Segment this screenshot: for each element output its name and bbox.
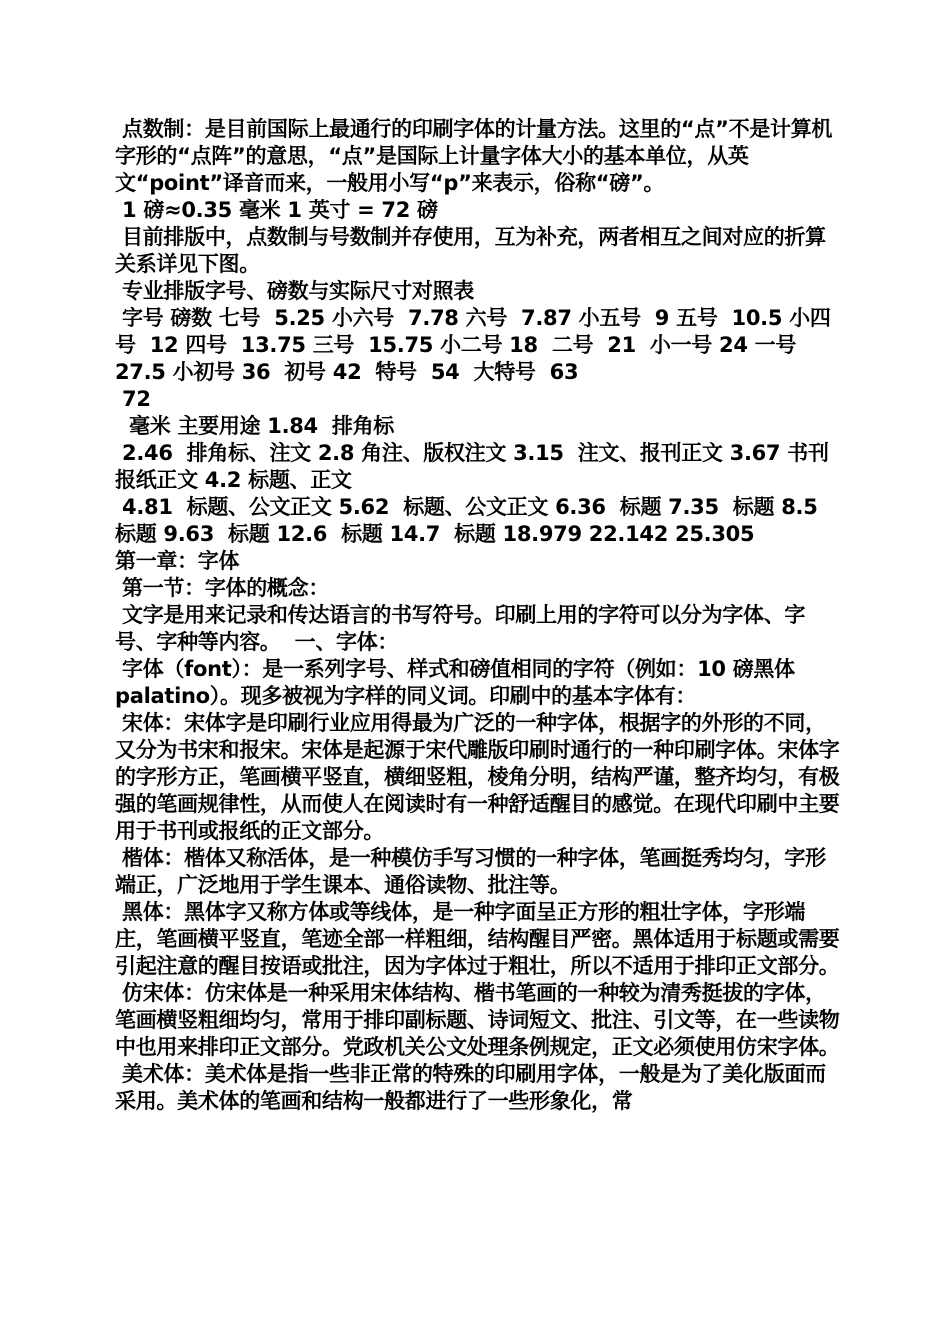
paragraph-songti: 宋体：宋体字是印刷行业应用得最为广泛的一种字体，根据字的外形的不同，又分为书宋和报宋。宋体是起源于宋代雕版印刷时通行的一种印刷字体。宋体字的字形方正，笔画横平竖直，横细竖粗，棱角分明，结构严谨，整齐均匀，有极强的笔画规律性，从而使人在阅读时有一种舒适醒目的感觉。在现代印刷中主要用于书刊或报纸的正文部分。	[115, 711, 840, 843]
size-table-row-sizes: 字号 磅数 七号 5.25 小六号 7.78 六号 7.87 小五号 9 五号 10.5 小四号 12 四号 13.75 三号 15.75 小二号 18 二号 21 小一号 24 一号 27.5 小初号 36 初号 42 特号 54 大特号 63	[115, 306, 831, 384]
table-caption: 专业排版字号、磅数与实际尺寸对照表	[115, 279, 474, 303]
section-title: 第一节：字体的概念：	[115, 576, 330, 600]
chapter-title: 第一章：字体	[115, 549, 240, 573]
paragraph-kaiti: 楷体：楷体又称活体，是一种模仿手写习惯的一种字体，笔画挺秀均匀，字形端正，广泛地用于学生课本、通俗读物、批注等。	[115, 846, 826, 897]
document-body	[115, 116, 840, 1115]
paragraph-point-system: 点数制：是目前国际上最通行的印刷字体的计量方法。这里的“点”不是计算机字形的“点阵”的意思，“点”是国际上计量字体大小的基本单位，从英文“point”译音而来，一般用小写“p”来表示，俗称“磅”。	[115, 117, 833, 195]
paragraph-font-definition: 字体（font）：是一系列字号、样式和磅值相同的字符（例如：10 磅黑体 palatino）。现多被视为字样的同义词。印刷中的基本字体有：	[115, 657, 802, 708]
paragraph-coexistence: 目前排版中，点数制与号数制并存使用，互为补充，两者相互之间对应的折算关系详见下图。	[115, 225, 826, 276]
size-table-row-72: 72	[115, 387, 151, 411]
size-table-row-uses-1: 2.46 排角标、注文 2.8 角注、版权注文 3.15 注文、报刊正文 3.67 书刊报纸正文 4.2 标题、正文	[115, 441, 829, 492]
paragraph-heiti: 黑体：黑体字又称方体或等线体，是一种字面呈正方形的粗壮字体，字形端庄，笔画横平竖直，笔迹全部一样粗细，结构醒目严密。黑体适用于标题或需要引起注意的醒目按语或批注，因为字体过于粗壮，所以不适用于排印正文部分。	[115, 900, 840, 978]
size-table-row-uses-2: 4.81 标题、公文正文 5.62 标题、公文正文 6.36 标题 7.35 标题 8.5 标题 9.63 标题 12.6 标题 14.7 标题 18.979 22.142 25.305	[115, 495, 825, 546]
paragraph-fangsong: 仿宋体：仿宋体是一种采用宋体结构、楷书笔画的一种较为清秀挺拔的字体，笔画横竖粗细均匀，常用于排印副标题、诗词短文、批注、引文等，在一些读物中也用来排印正文部分。党政机关公文处理条例规定，正文必须使用仿宋字体。	[115, 981, 840, 1059]
paragraph-unit-conversion: 1 磅≈0.35 毫米 1 英寸 = 72 磅	[115, 198, 438, 222]
size-table-row-header: 毫米 主要用途 1.84 排角标	[115, 414, 394, 438]
paragraph-meishu: 美术体：美术体是指一些非正常的特殊的印刷用字体，一般是为了美化版面而采用。美术体的笔画和结构一般都进行了一些形象化，常	[115, 1062, 826, 1113]
paragraph-text-definition: 文字是用来记录和传达语言的书写符号。印刷上用的字符可以分为字体、字号、字种等内容。 一、字体：	[115, 603, 806, 654]
